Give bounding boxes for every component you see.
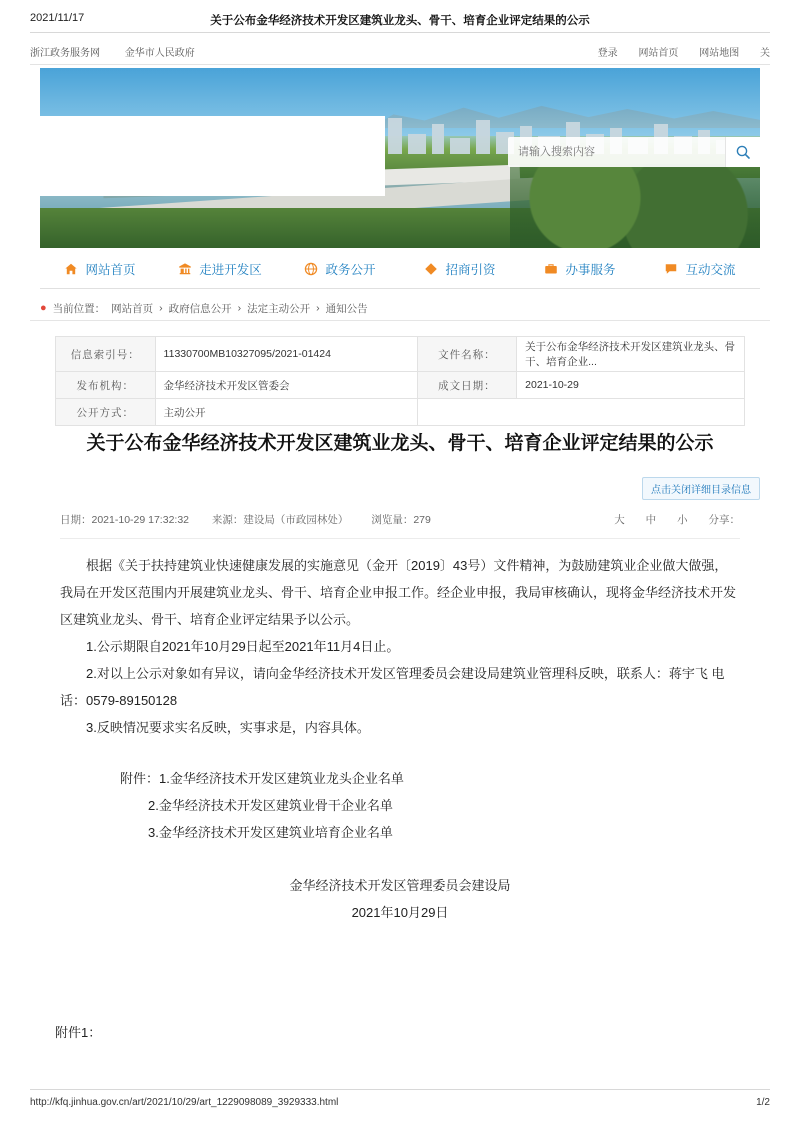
meta-label-disclosure: 公开方式： xyxy=(56,399,156,426)
nav-item-about[interactable] xyxy=(160,260,280,278)
nav-item-services[interactable] xyxy=(520,260,640,278)
chat-icon xyxy=(664,262,678,276)
breadcrumb xyxy=(40,297,760,319)
nav-label-govopen: 政务公开 xyxy=(325,263,376,277)
page-title: 关于公布金华经济技术开发区建筑业龙头、骨干、培育企业评定结果的公示 xyxy=(86,433,714,454)
attachment-item-1: 附件：1.金华经济技术开发区建筑业龙头企业名单 xyxy=(120,771,404,786)
breadcrumb-item-govinfo[interactable]: 政府信息公开 xyxy=(168,302,232,315)
meta-value-date: 2021-10-29 xyxy=(517,372,745,399)
breadcrumb-sep-1: › xyxy=(159,302,163,314)
banner-white-overlay xyxy=(40,116,385,196)
article-paragraph-3: 2.对以上公示对象如有异议，请向金华经济技术开发区管理委员会建设局建筑业管理科反映，联系人：蒋宇飞 电话：0579-89150128 xyxy=(60,666,725,708)
topbar-left-links xyxy=(30,44,217,59)
fontsize-medium[interactable]: 中 xyxy=(645,514,657,526)
bank-icon xyxy=(178,262,192,276)
divider-breadcrumb xyxy=(30,320,770,321)
fontsize-small[interactable]: 小 xyxy=(677,514,688,526)
nav-label-interaction: 互动交流 xyxy=(685,263,736,277)
search-input[interactable] xyxy=(508,145,720,159)
article-paragraph-2: 1.公示期限自2021年10月29日起至2021年11月4日止。 xyxy=(86,639,400,654)
meta-empty-cell xyxy=(417,399,744,426)
article-views: 浏览量：279 xyxy=(371,514,431,526)
toggle-directory-button[interactable]: 点击关闭详细目录信息 xyxy=(642,477,760,500)
footer-url: http://kfq.jinhua.gov.cn/art/2021/10/29/art_1229098089_3929333.html xyxy=(30,1097,339,1108)
topbar-link-zjzwfww[interactable]: 浙江政务服务网 xyxy=(30,48,100,59)
nav-item-govopen[interactable] xyxy=(280,260,400,278)
nav-label-home: 网站首页 xyxy=(85,263,136,277)
banner-foliage-right xyxy=(510,164,760,248)
breadcrumb-item-notice[interactable]: 通知公告 xyxy=(325,302,368,315)
document-meta-table xyxy=(55,336,745,426)
nav-label-investment: 招商引资 xyxy=(445,263,496,277)
breadcrumb-item-legal[interactable]: 法定主动公开 xyxy=(247,302,311,315)
breadcrumb-item-home[interactable]: 网站首页 xyxy=(111,302,154,315)
breadcrumb-sep-2: › xyxy=(237,302,242,314)
article-paragraph-1: 根据《关于扶持建筑业快速健康发展的实施意见（金开〔2019〕43号）文件精神，为鼓励建筑业企业做大做强，我局在开发区范围内开展建筑业龙头、骨干、培育企业申报工作。经企业申报，我局审核确认，现将金华经济技术开发区建筑业龙头、骨干、培育企业评定结果予以公示。 xyxy=(60,558,737,627)
globe-icon xyxy=(304,262,318,276)
article-info-bar xyxy=(60,512,740,539)
briefcase-icon xyxy=(544,262,558,276)
diamond-icon xyxy=(424,262,438,276)
main-nav xyxy=(40,250,760,289)
divider-bottom xyxy=(30,1089,770,1090)
meta-label-filename: 文件名称： xyxy=(417,337,517,372)
search-icon xyxy=(735,144,751,160)
attachment-item-2: 2.金华经济技术开发区建筑业骨干企业名单 xyxy=(148,798,393,813)
meta-value-filename: 关于公布金华经济技术开发区建筑业龙头、骨干、培育企业... xyxy=(517,337,745,372)
search-button[interactable] xyxy=(725,137,760,167)
site-topbar xyxy=(30,41,770,63)
article-signature xyxy=(60,872,740,926)
nav-item-interaction[interactable] xyxy=(640,260,760,278)
meta-value-publisher: 金华经济技术开发区管委会 xyxy=(155,372,417,399)
article-fontsize-controls xyxy=(596,512,740,527)
nav-item-investment[interactable] xyxy=(400,260,520,278)
breadcrumb-prefix: 当前位置： xyxy=(52,302,106,315)
table-row xyxy=(56,372,745,399)
article-source: 来源：建设局（市政园林处） xyxy=(211,514,349,526)
nav-label-about: 走进开发区 xyxy=(199,263,262,277)
print-date: 2021/11/17 xyxy=(30,12,85,24)
article-attachment-list xyxy=(60,765,740,846)
topbar-link-sitemap[interactable]: 网站地图 xyxy=(699,48,740,59)
topbar-link-home[interactable]: 网站首页 xyxy=(638,48,679,59)
meta-label-publisher: 发布机构： xyxy=(56,372,156,399)
article-date: 日期：2021-10-29 17:32:32 xyxy=(60,514,189,526)
meta-label-date: 成文日期： xyxy=(417,372,517,399)
topbar-right-links xyxy=(580,44,770,59)
signature-date: 2021年10月29日 xyxy=(351,905,449,920)
meta-label-index: 信息索引号： xyxy=(56,337,156,372)
share-label[interactable]: 分享： xyxy=(708,514,740,526)
fontsize-large[interactable]: 大 xyxy=(614,514,625,526)
article-info-left xyxy=(60,512,451,527)
table-row xyxy=(56,337,745,372)
location-pin-icon: ● xyxy=(40,302,47,314)
nav-item-home[interactable] xyxy=(40,260,160,278)
meta-value-index: 11330700MB10327095/2021-01424 xyxy=(155,337,417,372)
footer-page-number: 1/2 xyxy=(756,1097,770,1108)
meta-value-disclosure: 主动公开 xyxy=(155,399,417,426)
article-paragraph-4: 3.反映情况要求实名反映，实事求是，内容具体。 xyxy=(86,720,370,735)
attachment-heading: 附件1： xyxy=(55,1025,102,1040)
signature-org: 金华经济技术开发区管理委员会建设局 xyxy=(289,878,511,893)
divider-under-topbar xyxy=(30,64,770,65)
topbar-link-login[interactable]: 登录 xyxy=(597,48,618,59)
site-search[interactable] xyxy=(508,137,760,167)
attachment-item-3: 3.金华经济技术开发区建筑业培育企业名单 xyxy=(148,825,393,840)
divider-top xyxy=(30,32,770,33)
print-title: 关于公布金华经济技术开发区建筑业龙头、骨干、培育企业评定结果的公示 xyxy=(210,15,590,27)
topbar-link-jhsrmzf[interactable]: 金华市人民政府 xyxy=(124,48,195,59)
topbar-link-close[interactable]: 关 xyxy=(760,48,770,59)
nav-label-services: 办事服务 xyxy=(565,263,616,277)
article-body xyxy=(60,552,740,926)
home-icon xyxy=(64,262,78,276)
breadcrumb-sep-3: › xyxy=(316,302,320,314)
print-header xyxy=(0,12,800,32)
table-row xyxy=(56,399,745,426)
